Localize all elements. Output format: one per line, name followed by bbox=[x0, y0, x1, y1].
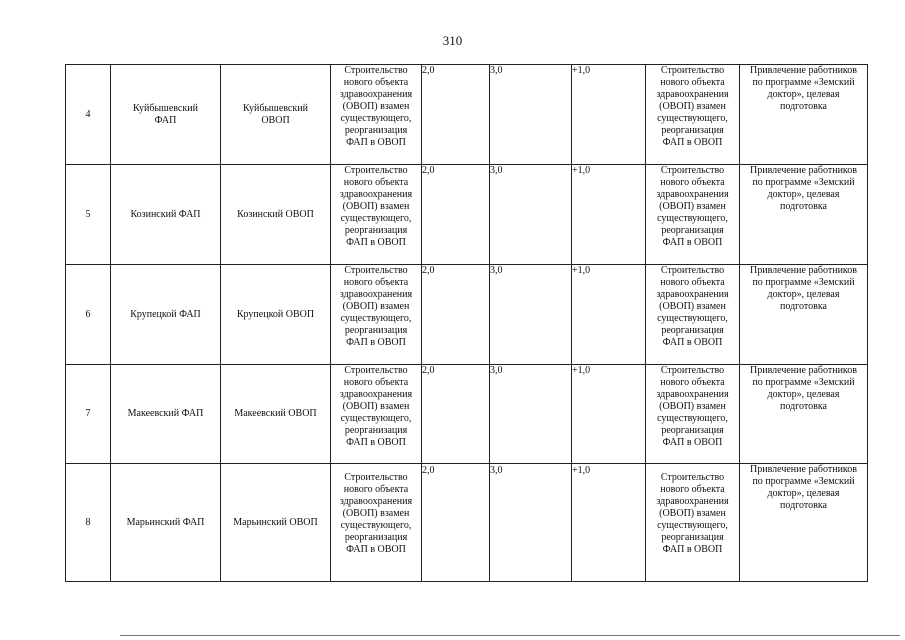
fap-name: Крупецкой ФАП bbox=[111, 265, 221, 365]
planned-work: Строительство нового объекта здравоохранения (ОВОП) взамен существующего, реорганизация ФАП в ОВОП bbox=[331, 165, 422, 265]
table-row bbox=[66, 65, 868, 165]
planned-work: Строительство нового объекта здравоохранения (ОВОП) взамен существующего, реорганизация ФАП в ОВОП bbox=[331, 464, 422, 582]
planned-work-2: Строительство нового объекта здравоохранения (ОВОП) взамен существующего, реорганизация ФАП в ОВОП bbox=[646, 265, 740, 365]
ovop-name: Марьинский ОВОП bbox=[221, 464, 331, 582]
value-1: 2,0 bbox=[422, 65, 490, 165]
scan-edge-line bbox=[120, 635, 900, 636]
planned-work: Строительство нового объекта здравоохранения (ОВОП) взамен существующего, реорганизация ФАП в ОВОП bbox=[331, 365, 422, 464]
value-2: 3,0 bbox=[490, 464, 572, 582]
planned-work-2: Строительство нового объекта здравоохранения (ОВОП) взамен существующего, реорганизация ФАП в ОВОП bbox=[646, 365, 740, 464]
row-number: 5 bbox=[66, 165, 111, 265]
planned-work-2: Строительство нового объекта здравоохранения (ОВОП) взамен существующего, реорганизация ФАП в ОВОП bbox=[646, 65, 740, 165]
planned-work: Строительство нового объекта здравоохранения (ОВОП) взамен существующего, реорганизация ФАП в ОВОП bbox=[331, 65, 422, 165]
value-2: 3,0 bbox=[490, 365, 572, 464]
row-number: 7 bbox=[66, 365, 111, 464]
row-number: 4 bbox=[66, 65, 111, 165]
value-1: 2,0 bbox=[422, 464, 490, 582]
table-row bbox=[66, 265, 868, 365]
value-change: +1,0 bbox=[572, 165, 646, 265]
value-1: 2,0 bbox=[422, 165, 490, 265]
ovop-name: Крупецкой ОВОП bbox=[221, 265, 331, 365]
fap-name: Макеевский ФАП bbox=[111, 365, 221, 464]
value-change: +1,0 bbox=[572, 464, 646, 582]
value-change: +1,0 bbox=[572, 365, 646, 464]
value-change: +1,0 bbox=[572, 65, 646, 165]
fap-name: Козинский ФАП bbox=[111, 165, 221, 265]
row-number: 8 bbox=[66, 464, 111, 582]
value-2: 3,0 bbox=[490, 65, 572, 165]
fap-name: Марьинский ФАП bbox=[111, 464, 221, 582]
table-row bbox=[66, 464, 868, 582]
page-number: 310 bbox=[442, 33, 463, 48]
ovop-name: Козинский ОВОП bbox=[221, 165, 331, 265]
facilities-table bbox=[65, 64, 868, 582]
staffing-measures: Привлечение работников по программе «Земский доктор», целевая подготовка bbox=[740, 365, 868, 464]
value-1: 2,0 bbox=[422, 265, 490, 365]
planned-work-2: Строительство нового объекта здравоохранения (ОВОП) взамен существующего, реорганизация ФАП в ОВОП bbox=[646, 165, 740, 265]
planned-work: Строительство нового объекта здравоохранения (ОВОП) взамен существующего, реорганизация ФАП в ОВОП bbox=[331, 265, 422, 365]
value-2: 3,0 bbox=[490, 265, 572, 365]
table-row bbox=[66, 365, 868, 464]
planned-work-2: Строительство нового объекта здравоохранения (ОВОП) взамен существующего, реорганизация ФАП в ОВОП bbox=[646, 464, 740, 582]
ovop-name: Макеевский ОВОП bbox=[221, 365, 331, 464]
fap-name: Куйбышевский ФАП bbox=[111, 65, 221, 165]
ovop-name: Куйбышевский ОВОП bbox=[221, 65, 331, 165]
staffing-measures: Привлечение работников по программе «Земский доктор», целевая подготовка bbox=[740, 65, 868, 165]
row-number: 6 bbox=[66, 265, 111, 365]
table-row bbox=[66, 165, 868, 265]
staffing-measures: Привлечение работников по программе «Земский доктор», целевая подготовка bbox=[740, 265, 868, 365]
value-2: 3,0 bbox=[490, 165, 572, 265]
staffing-measures: Привлечение работников по программе «Земский доктор», целевая подготовка bbox=[740, 165, 868, 265]
value-1: 2,0 bbox=[422, 365, 490, 464]
staffing-measures: Привлечение работников по программе «Земский доктор», целевая подготовка bbox=[740, 464, 868, 582]
value-change: +1,0 bbox=[572, 265, 646, 365]
